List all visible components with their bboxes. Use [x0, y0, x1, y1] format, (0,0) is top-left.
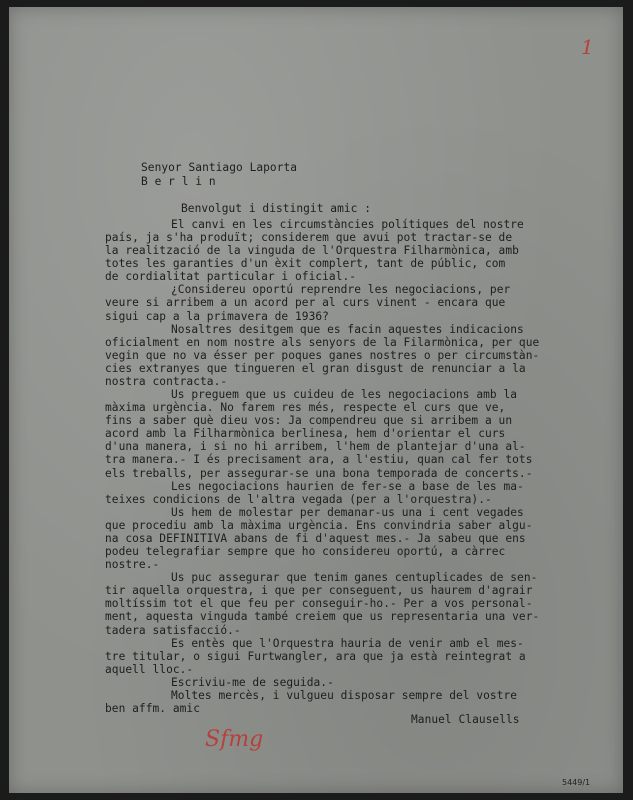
body-line: totes les garanties d'un èxit complert, tant de públic, com [105, 257, 506, 270]
body-line: veure si arribem a un acord per al curs vinent - encara que [105, 296, 506, 309]
body-line: màxima urgència. No farem res més, respecte el curs que ve, [105, 401, 506, 414]
body-line: sigui cap a la primavera de 1936? [105, 310, 329, 323]
body-line: El canvi en les circumstàncies polítiques del nostre [171, 218, 524, 231]
body-line: teixes condicions de l'altra vegada (per a l'orquestra).- [105, 493, 492, 506]
body-line: ment, aquesta vinguda també creiem que us representaria una ver- [105, 610, 540, 623]
body-line: na cosa DEFINITIVA abans de fi d'aquest mes.- Ja sabeu que ens [105, 532, 526, 545]
catalog-number: 5449/1 [562, 778, 591, 787]
recipient-city: B e r l i n [141, 175, 216, 188]
body-line: nostre.- [105, 558, 160, 571]
body-line: Escriviu-me de seguida.- [171, 676, 334, 689]
body-line: podeu telegrafiar sempre que ho considereu oportú, a càrrec [105, 545, 506, 558]
body-line: tre titular, o sigui Furtwangler, ara que ja està reintegrat a [105, 650, 526, 663]
body-line: Nosaltres desitgem que es facin aquestes indicacions [171, 323, 524, 336]
body-line: tadera satisfacció.- [105, 624, 241, 637]
body-line: país, ja s'ha produït; considerem que avui pot tractar-se de [105, 231, 513, 244]
salutation: Benvolgut i distingit amic : [181, 202, 371, 215]
body-line: moltíssim tot el que feu per conseguir-ho.- Per a vos personal- [105, 597, 533, 610]
body-line: cies extranyes que tingueren el gran disgust de renunciar a la [105, 362, 526, 375]
body-line: ¿Considereu oportú reprendre les negociacions, per [171, 283, 511, 296]
body-line: de cordialitat particular i oficial.- [105, 270, 357, 283]
letter-sheet [9, 7, 623, 793]
body-line: oficialment en nom nostre als senyors de la Filarmònica, per que [105, 336, 540, 349]
body-line: fins a saber què dieu vos: Ja compendreu que si arribem a un [105, 414, 513, 427]
body-line: Us hem de molestar per demanar-us una i cent vegades [171, 506, 524, 519]
body-line: Moltes mercès, i vulgueu disposar sempre del vostre [171, 689, 518, 702]
page-number: 1 [581, 35, 594, 59]
body-line: Us puc assegurar que tenim ganes centuplicades de sen- [171, 571, 538, 584]
signature: Manuel Clausells [411, 713, 520, 726]
body-line: Us preguem que us cuideu de les negociacions amb la [171, 388, 518, 401]
body-line: Les negociacions haurien de fer-se a base de les ma- [171, 480, 524, 493]
body-line: tra manera.- I és precisament ara, a l'estiu, quan cal fer tots [105, 453, 533, 466]
body-line: acord amb la Filharmònica berlinesa, hem d'orientar el curs [105, 427, 506, 440]
body-line: nostra contracta.- [105, 375, 228, 388]
body-line: aquell lloc.- [105, 663, 194, 676]
handwritten-initials: Sfmg [205, 727, 264, 752]
body-line: d'una manera, i si no hi arribem, l'hem de plantejar d'una al- [105, 440, 526, 453]
recipient-name: Senyor Santiago Laporta [141, 161, 298, 174]
body-line: vegin que no va ésser per poques ganes nostres o per circumstàn- [105, 349, 540, 362]
body-line: la realització de la vinguda de l'Orquestra Filharmònica, amb [105, 244, 519, 257]
body-line: els treballs, per assegurar-se una bona temporada de concerts.- [105, 467, 533, 480]
body-line: ben affm. amic [105, 702, 200, 715]
body-line: que procediu amb la màxima urgència. Ens convindria saber algu- [105, 519, 533, 532]
body-line: tir aquella orquestra, i que per conseguent, us haurem d'agrair [105, 584, 533, 597]
body-line: Es entès que l'Orquestra hauria de venir amb el mes- [171, 637, 524, 650]
